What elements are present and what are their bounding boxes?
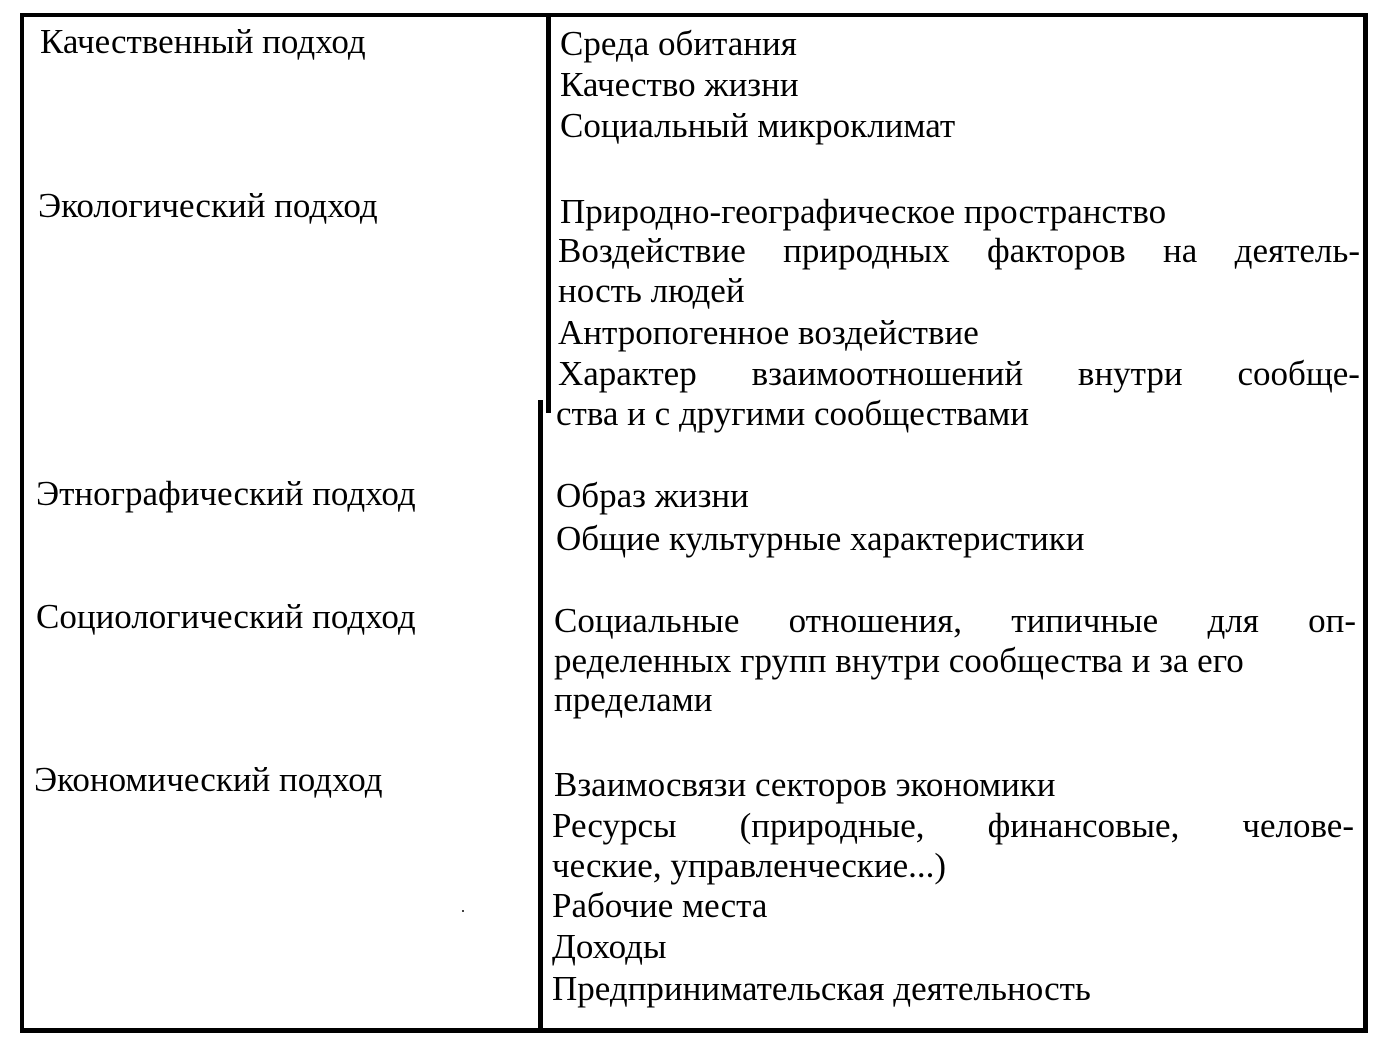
column-divider-lower <box>538 400 543 1033</box>
word: финансовые, <box>987 806 1180 845</box>
approach-label: Социологический подход <box>36 597 416 636</box>
word: Социальные <box>554 601 740 640</box>
aspect-line <box>558 231 1360 271</box>
aspect-line: ределенных групп внутри сообщества и за его <box>554 641 1244 680</box>
aspect-line: Образ жизни <box>556 476 749 515</box>
aspect-line: Предпринимательская деятельность <box>552 969 1091 1008</box>
aspect-line: Взаимосвязи секторов экономики <box>554 765 1056 804</box>
word: типичные <box>1011 601 1159 640</box>
aspect-line: ность людей <box>558 271 745 310</box>
aspect-line <box>552 806 1354 846</box>
aspect-line: Общие культурные характеристики <box>556 519 1085 558</box>
approach-label: Экологический подход <box>38 186 378 225</box>
word: сообще- <box>1237 354 1360 393</box>
word: факторов <box>987 231 1126 270</box>
approach-label: Качественный подход <box>40 22 366 61</box>
column-divider <box>546 13 551 413</box>
aspect-line <box>558 354 1360 394</box>
aspect-line: Природно-географическое пространство <box>560 192 1167 231</box>
aspect-line: Антропогенное воздействие <box>558 313 979 352</box>
word: отношения, <box>788 601 962 640</box>
word: внутри <box>1077 354 1183 393</box>
aspect-line: Качество жизни <box>560 65 799 104</box>
word: природных <box>783 231 950 270</box>
word: взаимоотношений <box>751 354 1024 393</box>
scan-speck <box>462 910 464 912</box>
aspect-line: Среда обитания <box>560 24 797 63</box>
word: Воздействие <box>558 231 746 270</box>
approach-label: Экономический подход <box>34 760 383 799</box>
word: оп- <box>1308 601 1356 640</box>
aspect-line: пределами <box>554 680 713 719</box>
word: Характер <box>558 354 697 393</box>
word: на <box>1163 231 1198 270</box>
word: (природные, <box>739 806 925 845</box>
word: для <box>1207 601 1259 640</box>
word: Ресурсы <box>552 806 677 845</box>
aspect-line: Рабочие места <box>552 886 768 925</box>
aspect-line <box>554 601 1356 641</box>
aspect-line: ства и с другими сообществами <box>556 394 1030 433</box>
aspect-line: Социальный микроклимат <box>560 106 956 145</box>
aspect-line: Доходы <box>552 927 667 966</box>
word: челове- <box>1242 806 1354 845</box>
word: деятель- <box>1234 231 1360 270</box>
approach-label: Этнографический подход <box>36 474 416 513</box>
aspect-line: ческие, управленческие...) <box>552 846 947 885</box>
